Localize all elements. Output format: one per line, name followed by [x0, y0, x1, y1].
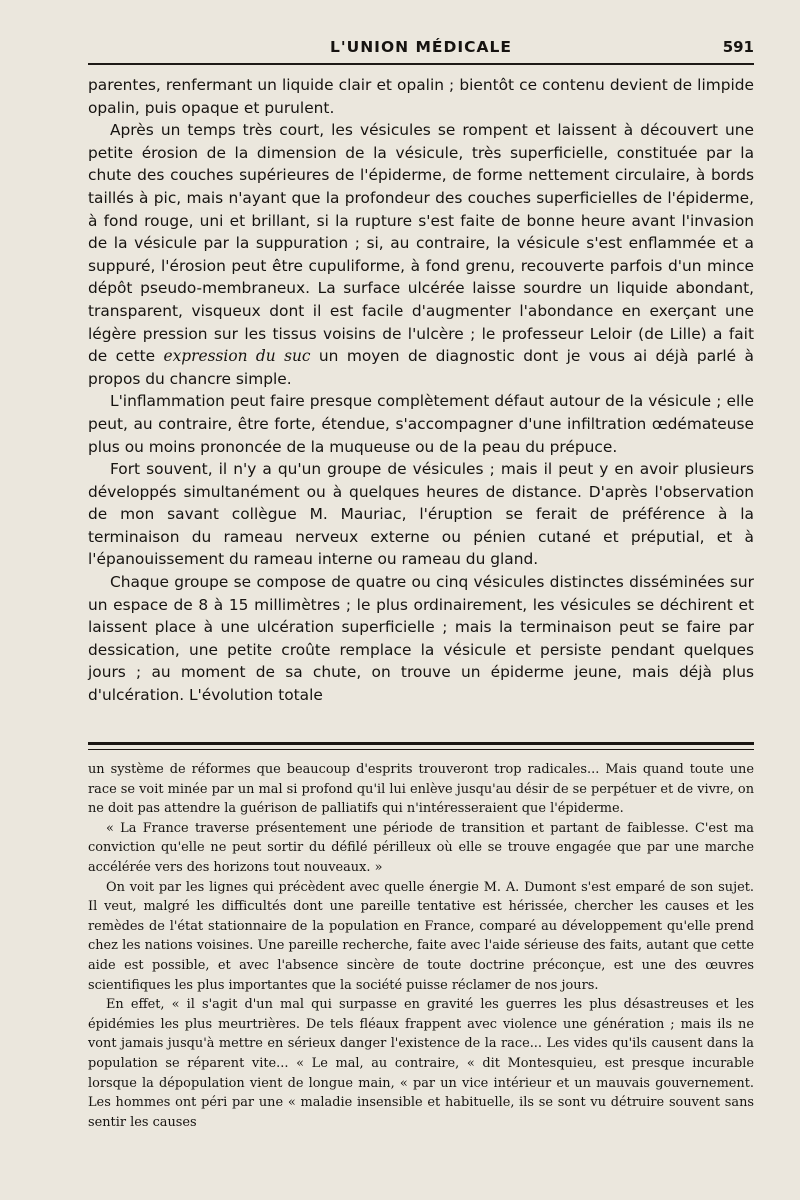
feuilleton-separator-thick [88, 742, 754, 745]
paragraph-inflammation: L'inflammation peut faire presque complètement défaut autour de la vésicule ; elle peut, au contraire, être forte, étendue, s'accompagner d'une infiltration œdémateuse plus ou moins prononcée de la muqueuse ou de la peau du prépuce. [88, 392, 754, 456]
page-number: 591 [722, 38, 754, 56]
feuilleton-separator-thin [88, 749, 754, 750]
paragraph-opening: parentes, renfermant un liquide clair et opalin ; bientôt ce contenu devient de limpide opalin, puis opaque et purulent. [88, 76, 754, 117]
paragraph-vesicle-rupture [88, 119, 754, 390]
page-header [88, 38, 754, 64]
feuilleton-paragraph: un système de réformes que beaucoup d'esprits trouveront trop radicales... Mais quand toute une race se voit minée par un mal si profond qu'il lui enlève jusqu'au désir de se perpétuer et de vivre, on ne doit pas attendre la guérison de palliatifs qui n'intéresseraient que l'épiderme. [88, 762, 754, 817]
header-rule [88, 63, 754, 65]
feuilleton-paragraph: On voit par les lignes qui précèdent avec quelle énergie M. A. Dumont s'est emparé de son sujet. Il veut, malgré les difficultés dont une pareille tentative est hérissée, chercher les causes et les remèdes de l'état stationnaire de la population en France, comparé au développement qu'elle prend chez les nations voisines. Une pareille recherche, faite avec l'aide sérieuse des faits, autant que cette aide est possible, et avec l'absence sincère de toute doctrine préconçue, est une des œuvres scientifiques les plus importantes que la société puisse réclamer de nos jours. [88, 879, 754, 993]
paragraph-vesicle-rupture-tail: un moyen de diagnostic dont je vous ai déjà parlé à propos du chancre simple. [88, 347, 754, 388]
feuilleton-text [88, 760, 754, 1132]
feuilleton-paragraph: « La France traverse présentement une période de transition et partant de faiblesse. C'est ma conviction qu'elle ne peut sortir du défilé périlleux où elle se trouve engagée que par une marche accélérée vers des horizons tout nouveaux. » [88, 820, 754, 875]
paragraph-vesicle-groups: Fort souvent, il n'y a qu'un groupe de vésicules ; mais il peut y en avoir plusieurs développés simultanément ou à quelques heures de distance. D'après l'observation de mon savant collègue M. Mauriac, l'éruption se ferait de préférence à la terminaison du rameau nerveux externe ou pénien cutané et préputial, et à l'épanouissement du rameau interne ou rameau du gland. [88, 460, 754, 569]
main-article-text [88, 74, 754, 707]
feuilleton-paragraph: En effet, « il s'agit d'un mal qui surpasse en gravité les guerres les plus désastreuses et les épidémies les plus meurtrières. De tels fléaux frappent avec violence une génération ; mais ils ne vont jamais jusqu'à mettre en sérieux danger l'existence de la race... Les vides qu'ils causent dans la population se réparent vite... « Le mal, au contraire, « dit Montesquieu, est presque incurable lorsque la dépopulation vient de longue main, « par un vice intérieur et un mauvais gouvernement. Les hommes ont péri par une « maladie insensible et habituelle, ils se sont vu détruire souvent sans sentir les causes [88, 997, 754, 1130]
running-title: L'UNION MÉDICALE [330, 38, 512, 56]
paragraph-group-composition: Chaque groupe se compose de quatre ou cinq vésicules distinctes disséminées sur un espace de 8 à 15 millimètres ; le plus ordinairement, les vésicules se déchirent et laissent place à une ulcération superficielle ; mais la terminaison peut se faire par dessication, une petite croûte remplace la vésicule et persiste pendant quelques jours ; au moment de sa chute, on trouve un épiderme jeune, mais déjà plus d'ulcération. L'évolution totale [88, 573, 754, 705]
paragraph-vesicle-rupture-text: Après un temps très court, les vésicules se rompent et laissent à découvert une petite érosion de la dimension de la vésicule, très superficielle, constituée par la chute des couches supérieures de l'épiderme, de forme nettement circulaire, à bords taillés à pic, mais n'ayant que la profondeur des couches superficielles de l'épiderme, à fond rouge, uni et brillant, si la rupture s'est faite de bonne heure avant l'invasion de la vésicule par la suppuration ; si, au contraire, la vésicule s'est enflammée et a suppuré, l'érosion peut être cupuliforme, à fond grenu, recouverte parfois d'un mince dépôt pseudo-membraneux. La surface ulcérée laisse sourdre un liquide abondant, transparent, visqueux dont il est facile d'augmenter l'abondance en exerçant une légère pression sur les tissus voisins de l'ulcère ; le professeur Leloir (de Lille) a fait de cette [88, 121, 754, 366]
emphasis-expression-du-suc: expression du suc [163, 347, 311, 366]
